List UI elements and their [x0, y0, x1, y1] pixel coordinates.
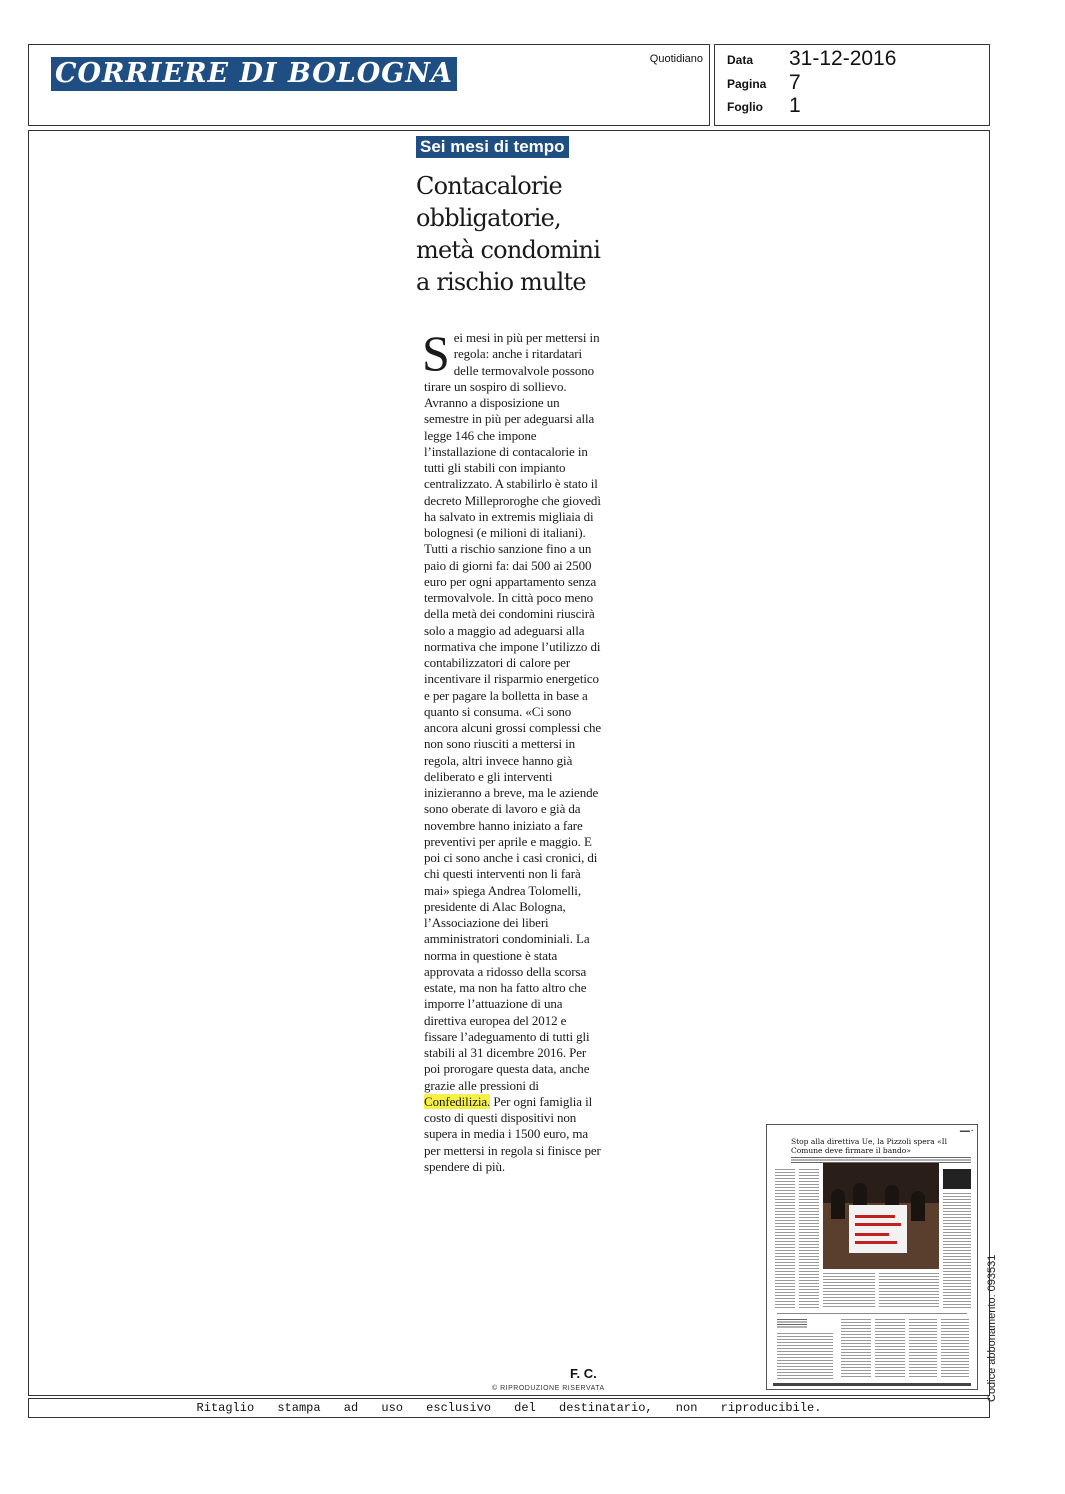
thumbnail-column: [775, 1169, 795, 1309]
thumbnail-photo: [823, 1163, 939, 1269]
thumbnail-column: [823, 1273, 875, 1309]
article-body: [422, 325, 602, 1175]
foglio-label: Foglio: [727, 100, 763, 114]
pagina-value: 7: [789, 71, 801, 94]
article-body-end: Per ogni famiglia il costo di questi dispositivi non supera in media i 1500 euro, ma per mettersi in regola si finisce per spendere di più.: [424, 1093, 601, 1174]
article-body-text: ei mesi in più per mettersi in regola: anche i ritardatari delle termovalvole possono tirare un sospiro di sollievo. Avranno a disposizione un semestre in più per adeguarsi alla legge 146 che impone l’installazione di contacalorie in tutti gli stabili con impianto centralizzato. A stabilirlo è stato il decreto Milleproroghe che giovedì ha salvato in extremis migliaia di bolognesi (e milioni di italiani). Tutti a rischio sanzione fino a un paio di giorni fa: dai 500 ai 2500 euro per ogni appartamento senza termovalvole. In città poco meno della metà dei condomini riuscirà solo a maggio ad adeguarsi alla normativa che impone l’utilizzo di contabilizzatori di calore per incentivare il risparmio energetico e per pagare la bolletta in base a quanto si consuma. «Ci sono ancora alcuni grossi complessi che non sono riusciti a mettersi in regola, altri invece hanno già deliberato e gli interventi inizieranno a breve, ma le aziende sono oberate di lavoro e già da novembre hanno iniziato a fare preventivi per aprile e maggio. E poi ci sono anche i casi cronici, di chi questi interventi non li farà mai» spiega Andrea Tolomelli, presidente di Alac Bologna, l’Associazione dei liberi amministratori condominiali. La norma in questione è stata approvata a ridosso della scorsa estate, ma non ha fatto altro che imporre l’attuazione di una direttiva europea del 2012 e fissare l’adeguamento di tutti gli stabili al 31 dicembre 2016. Per poi prorogare questa data, anche grazie alle pressioni di: [424, 330, 602, 1093]
subscription-code: Codice abbonamento: 093531: [986, 1254, 998, 1402]
page-thumbnail: [766, 1124, 978, 1390]
author-signature: F. C.: [570, 1366, 597, 1381]
thumbnail-section-tag: ▬▬ ▪: [959, 1128, 973, 1134]
thumbnail-column: [841, 1319, 871, 1379]
article-kicker: Sei mesi di tempo: [416, 136, 569, 158]
footer-notice: Ritaglio stampa ad uso esclusivo del destinatario, non riproducibile.: [28, 1398, 990, 1418]
thumbnail-headline: Stop alla direttiva Ue, la Pizzoli spera «Il Comune deve firmare il bando»: [791, 1137, 948, 1155]
thumbnail-column: [909, 1319, 937, 1379]
drop-cap: S: [422, 325, 450, 381]
copyright-note: © RIPRODUZIONE RISERVATA: [492, 1385, 605, 1392]
thumbnail-column: [879, 1273, 939, 1309]
header-left-box: [28, 44, 710, 126]
thumbnail-column: [799, 1169, 819, 1309]
data-label: Data: [727, 53, 754, 67]
foglio-value: 1: [789, 94, 801, 117]
thumbnail-column: [941, 1319, 969, 1379]
publication-type: Quotidiano: [649, 53, 703, 65]
thumbnail-subhead: [777, 1319, 807, 1329]
data-value: 31-12-2016: [789, 47, 897, 70]
pagina-label: Pagina: [727, 77, 767, 91]
highlighted-term: Confedilizia.: [424, 1093, 491, 1109]
article-headline: Contacalorie obbligatorie, metà condomini a rischio multe: [416, 172, 601, 296]
thumbnail-sidebar-box: [943, 1169, 971, 1189]
protest-banner: [849, 1205, 907, 1253]
thumbnail-column: [777, 1333, 833, 1379]
masthead-logo: CORRIERE DI BOLOGNA: [51, 57, 457, 91]
thumbnail-column: [875, 1319, 905, 1379]
thumbnail-column: [943, 1193, 971, 1309]
header-meta-box: [714, 44, 990, 126]
